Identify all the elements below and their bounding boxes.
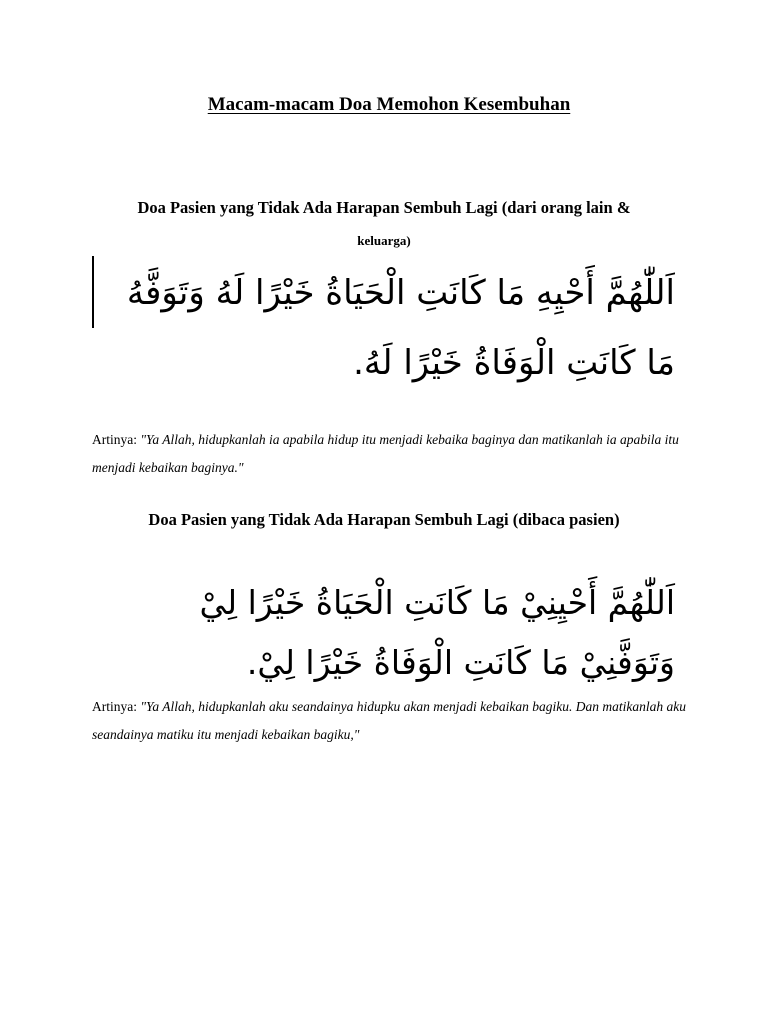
section1-meaning-label: Artinya: [92, 432, 141, 447]
text-cursor [92, 256, 94, 328]
section1-meaning-text: "Ya Allah, hidupkanlah ia apabila hidup itu menjadi kebaika baginya dan matikanlah ia apabila itu menjadi kebaikan baginya." [92, 432, 679, 475]
document-title: Macam-macam Doa Memohon Kesembuhan [207, 94, 571, 115]
section2-arabic-line1: اَللّٰهُمَّ أَحْيِنِيْ مَا كَانَتِ الْحَيَاةُ خَيْرًا لِيْ [199, 583, 675, 622]
section1-meaning [92, 426, 692, 482]
section2-meaning [92, 693, 692, 749]
section2-meaning-label: Artinya: [92, 699, 141, 714]
section1-arabic-line2: مَا كَانَتِ الْوَفَاةُ خَيْرًا لَهُ. [353, 343, 675, 383]
section2-meaning-text: "Ya Allah, hidupkanlah aku seandainya hidupku akan menjadi kebaikan bagiku. Dan matikanlah aku seandainya matiku itu menjadi kebaikan bagiku," [92, 699, 686, 742]
section2-arabic-line2: وَتَوَفَّنِيْ مَا كَانَتِ الْوَفَاةُ خَيْرًا لِيْ. [246, 643, 675, 682]
section2-heading: Doa Pasien yang Tidak Ada Harapan Sembuh Lagi (dibaca pasien) [148, 510, 620, 529]
section1-heading [110, 192, 658, 257]
section1-arabic-line1: اَللّٰهُمَّ أَحْيِهِ مَا كَانَتِ الْحَيَاةُ خَيْرًا لَهُ وَتَوَفَّهُ [126, 273, 675, 313]
section1-heading-main: Doa Pasien yang Tidak Ada Harapan Sembuh Lagi (dari orang lain & [137, 198, 631, 217]
section1-heading-continuation: keluarga) [357, 233, 411, 248]
